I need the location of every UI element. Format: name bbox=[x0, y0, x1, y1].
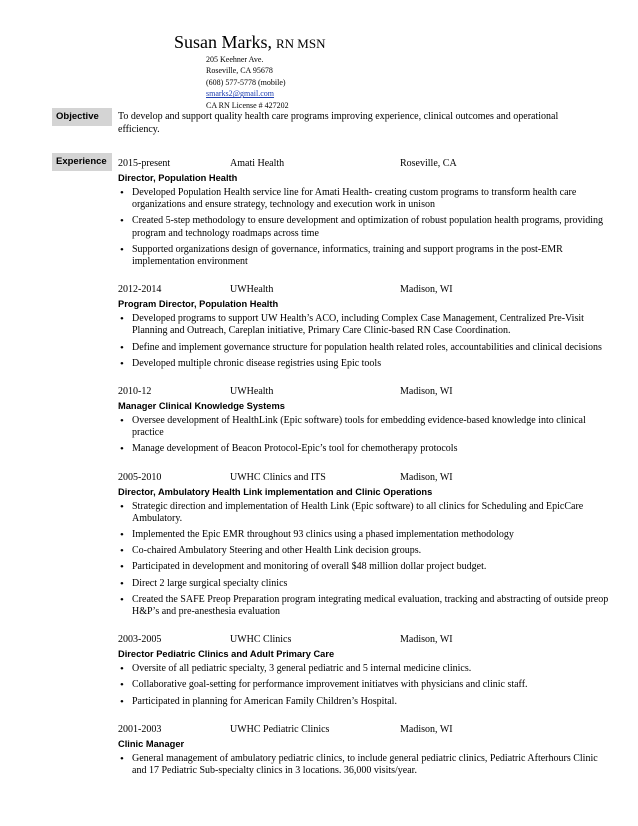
bullet-item: • Co-chaired Ambulatory Steering and other Health Link decision groups. bbox=[118, 545, 610, 557]
bullet-list bbox=[118, 415, 610, 456]
job-dates: 2010-12 bbox=[118, 386, 152, 398]
job-header bbox=[118, 632, 610, 647]
bullet-list bbox=[118, 187, 610, 268]
bullet-list bbox=[118, 501, 610, 619]
job-title: Program Director, Population Health bbox=[118, 299, 279, 310]
bullet-item: • Direct 2 large surgical specialty clinics bbox=[118, 578, 610, 590]
bullet-item: • Supported organizations design of governance, informatics, training and support programs in the post-EMR implementation environment bbox=[118, 244, 610, 268]
bullet-list bbox=[118, 753, 610, 777]
bullet-item: • Created 5-step methodology to ensure development and optimization of robust population health programs, providing program and technology roadmaps across time bbox=[118, 215, 610, 239]
job-company: Amati Health bbox=[230, 158, 285, 169]
job-location: Madison, WI bbox=[400, 471, 453, 483]
bullet-item: • Developed multiple chronic disease registries using Epic tools bbox=[118, 358, 610, 370]
job-location: Madison, WI bbox=[400, 723, 453, 735]
bullet-item: • Oversee development of HealthLink (Epic software) tools for embedding evidence-based knowledge into clinical practice bbox=[118, 415, 610, 439]
job-company: UWHC Clinics and ITS bbox=[230, 471, 326, 483]
job-header bbox=[118, 282, 610, 297]
name-text: Susan Marks, bbox=[174, 32, 272, 52]
job-location: Roseville, CA bbox=[400, 158, 457, 169]
bullet-item: • Define and implement governance structure for population health related roles, accountabilities and clinical decisions bbox=[118, 342, 610, 354]
job-dates: 2001-2003 bbox=[118, 723, 162, 735]
bullet-list bbox=[118, 313, 610, 370]
job-header bbox=[118, 470, 610, 485]
job-dates: 2003-2005 bbox=[118, 634, 162, 646]
bullet-item: • Implemented the Epic EMR throughout 93 clinics using a phased implementation methodology bbox=[118, 529, 610, 541]
bullet-list bbox=[118, 663, 610, 708]
job-entry bbox=[118, 722, 610, 777]
objective-text: To develop and support quality health care programs improving experience, clinical outcomes and operational efficiency. bbox=[118, 111, 559, 135]
candidate-name bbox=[174, 32, 326, 53]
job-title: Manager Clinical Knowledge Systems bbox=[118, 401, 285, 412]
bullet-item: • Developed programs to support UW Health’s ACO, including Complex Case Management, Centralized Pre-Visit Planning and Outreach, Careplan initiative, Primary Care Clinic-based RN Case Coordination. bbox=[118, 313, 610, 337]
bullet-item: • Participated in planning for American Family Children’s Hospital. bbox=[118, 696, 610, 708]
job-entry bbox=[118, 470, 610, 619]
job-dates: 2012-2014 bbox=[118, 284, 162, 296]
contact-block bbox=[206, 54, 289, 111]
job-company: UWHealth bbox=[230, 284, 274, 296]
objective-label: Objective bbox=[52, 108, 112, 126]
bullet-item: • Developed Population Health service line for Amati Health- creating custom programs to transform health care organizations and ensure strategy, technology and execution work in unison bbox=[118, 187, 610, 211]
job-header bbox=[118, 722, 610, 737]
bullet-item: • Manage development of Beacon Protocol-Epic’s tool for chemotherapy protocols bbox=[118, 443, 610, 455]
bullet-item: • Strategic direction and implementation of Health Link (Epic software) to all clinics for Scheduling and EpicCare Ambulatory. bbox=[118, 501, 610, 525]
address-line-2: Roseville, CA 95678 bbox=[206, 66, 273, 76]
bullet-item: • General management of ambulatory pediatric clinics, to include general pediatric clinics, Pediatric Afterhours Clinic and 17 Pediatric Sub-specialty clinics in 3 locations. 36,000 visits/year. bbox=[118, 753, 610, 777]
job-dates: 2005-2010 bbox=[118, 471, 162, 483]
bullet-item: • Collaborative goal-setting for performance improvement initiatves with physicians and clinic staff. bbox=[118, 679, 610, 691]
job-entry bbox=[118, 632, 610, 708]
job-company: UWHealth bbox=[230, 386, 274, 398]
job-location: Madison, WI bbox=[400, 284, 453, 296]
job-location: Madison, WI bbox=[400, 386, 453, 398]
job-entry bbox=[118, 156, 610, 268]
job-title: Clinic Manager bbox=[118, 738, 185, 749]
job-company: UWHC Pediatric Clinics bbox=[230, 723, 330, 735]
job-header bbox=[118, 156, 610, 171]
job-entry bbox=[118, 282, 610, 370]
job-title: Director Pediatric Clinics and Adult Primary Care bbox=[118, 649, 335, 660]
bullet-item: • Participated in development and monitoring of overall $48 million dollar project budget. bbox=[118, 561, 610, 573]
job-title: Director, Population Health bbox=[118, 173, 238, 183]
phone: (608) 577-5778 (mobile) bbox=[206, 77, 286, 87]
job-title: Director, Ambulatory Health Link implementation and Clinic Operations bbox=[118, 486, 433, 497]
job-header bbox=[118, 384, 610, 399]
job-company: UWHC Clinics bbox=[230, 634, 292, 646]
bullet-item: • Oversite of all pediatric specialty, 3 general pediatric and 5 internal medicine clinics. bbox=[118, 663, 610, 675]
experience-label: Experience bbox=[52, 153, 112, 171]
bullet-item: • Created the SAFE Preop Preparation program integrating medical evaluation, tracking and abstracting of outside preop H&P’s and pre-anesthesia evaluation bbox=[118, 594, 610, 618]
job-location: Madison, WI bbox=[400, 634, 453, 646]
license: CA RN License # 427202 bbox=[206, 100, 289, 110]
address-line-1: 205 Keehner Ave. bbox=[206, 55, 264, 64]
experience-list bbox=[118, 156, 610, 791]
job-entry bbox=[118, 384, 610, 456]
email-link[interactable]: smarks2@gmail.com bbox=[206, 89, 275, 99]
job-dates: 2015-present bbox=[118, 158, 171, 169]
credentials: RN MSN bbox=[276, 36, 326, 51]
